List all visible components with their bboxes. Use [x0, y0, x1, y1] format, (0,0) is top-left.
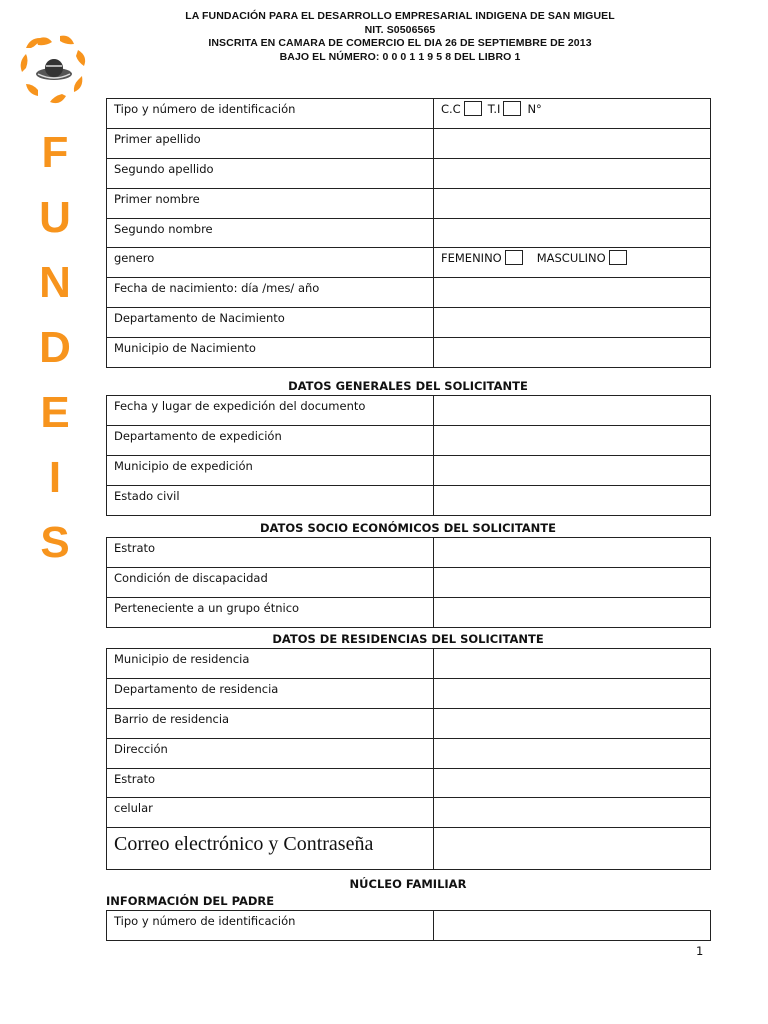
field-label: Departamento de Nacimiento [107, 308, 434, 338]
table-row [107, 396, 711, 426]
field-label: Estado civil [107, 485, 434, 515]
section-title-residence: DATOS DE RESIDENCIAS DEL SOLICITANTE [272, 632, 544, 646]
table-row [107, 678, 711, 708]
cc-label: C.C [441, 102, 461, 116]
field-input[interactable] [434, 538, 711, 568]
female-checkbox[interactable] [505, 250, 523, 265]
email-password-label: Correo electrónico y Contraseña [107, 828, 434, 870]
general-data-table [106, 395, 711, 516]
brand-letter: E [40, 388, 70, 437]
field-input[interactable] [434, 567, 711, 597]
email-password-input[interactable] [434, 828, 711, 870]
field-input[interactable] [434, 708, 711, 738]
hands-hat-logo-icon [16, 30, 92, 110]
table-row [107, 308, 711, 338]
field-label: Segundo nombre [107, 218, 434, 248]
table-row [107, 649, 711, 679]
brand-letter: U [39, 193, 71, 242]
field-label: Estrato [107, 538, 434, 568]
table-row [107, 248, 711, 278]
table-row [107, 485, 711, 515]
table-row [107, 828, 711, 870]
field-input[interactable] [434, 597, 711, 627]
header-line-3: INSCRITA EN CAMARA DE COMERCIO EL DIA 26 DE SEPTIEMBRE DE 2013 [208, 37, 592, 49]
field-label: Fecha y lugar de expedición del documento [107, 396, 434, 426]
table-row [107, 708, 711, 738]
header-line-1: LA FUNDACIÓN PARA EL DESARROLLO EMPRESARIAL INDIGENA DE SAN MIGUEL [185, 10, 615, 22]
field-input[interactable] [434, 649, 711, 679]
field-input[interactable] [434, 278, 711, 308]
field-label: Municipio de residencia [107, 649, 434, 679]
page-number: 1 [696, 944, 704, 958]
field-input[interactable] [434, 678, 711, 708]
field-input[interactable] [434, 911, 711, 941]
section-title-family: NÚCLEO FAMILIAR [349, 877, 467, 891]
field-input[interactable] [434, 308, 711, 338]
brand-letter: N [39, 258, 71, 307]
document-header [150, 10, 650, 64]
table-row [107, 425, 711, 455]
field-input[interactable] [434, 338, 711, 368]
table-row [107, 218, 711, 248]
table-row [107, 128, 711, 158]
table-row [107, 798, 711, 828]
residence-data-table [106, 648, 711, 870]
field-label: Tipo y número de identificación [107, 911, 434, 941]
female-label: FEMENINO [441, 251, 502, 266]
table-row [107, 278, 711, 308]
field-input[interactable] [434, 455, 711, 485]
table-row [107, 158, 711, 188]
field-input[interactable] [434, 425, 711, 455]
socio-data-table [106, 537, 711, 628]
field-label: Primer apellido [107, 128, 434, 158]
brand-letter: D [39, 323, 71, 372]
field-label: Dirección [107, 738, 434, 768]
id-type-label: Tipo y número de identificación [107, 99, 434, 129]
field-label: Perteneciente a un grupo étnico [107, 597, 434, 627]
brand-letter: S [40, 518, 70, 567]
table-row [107, 911, 711, 941]
table-row [107, 768, 711, 798]
male-checkbox[interactable] [609, 250, 627, 265]
header-line-4: BAJO EL NÚMERO: 0 0 0 1 1 9 5 8 DEL LIBRO 1 [279, 50, 521, 63]
gender-label: genero [107, 248, 434, 278]
table-row [107, 99, 711, 129]
male-label: MASCULINO [536, 251, 606, 266]
field-input[interactable] [434, 798, 711, 828]
field-label: celular [107, 798, 434, 828]
table-row [107, 455, 711, 485]
brand-vertical-letters [30, 120, 80, 575]
gender-options [434, 248, 711, 278]
brand-letter: I [48, 453, 62, 502]
field-input[interactable] [434, 188, 711, 218]
field-label: Fecha de nacimiento: día /mes/ año [107, 278, 434, 308]
field-label: Departamento de expedición [107, 425, 434, 455]
field-input[interactable] [434, 768, 711, 798]
field-input[interactable] [434, 128, 711, 158]
field-label: Estrato [107, 768, 434, 798]
section-title-socio: DATOS SOCIO ECONÓMICOS DEL SOLICITANTE [259, 521, 556, 535]
section-title-general: DATOS GENERALES DEL SOLICITANTE [288, 379, 528, 393]
table-row [107, 538, 711, 568]
table-row [107, 338, 711, 368]
number-label: N° [527, 102, 542, 116]
table-row [107, 738, 711, 768]
field-label: Departamento de residencia [107, 678, 434, 708]
field-label: Condición de discapacidad [107, 567, 434, 597]
table-row [107, 188, 711, 218]
father-data-table [106, 910, 711, 941]
brand-letter: F [41, 128, 69, 177]
table-row [107, 597, 711, 627]
field-input[interactable] [434, 218, 711, 248]
cc-checkbox[interactable] [464, 101, 482, 116]
ti-label: T.I [487, 102, 501, 116]
table-row [107, 567, 711, 597]
field-label: Segundo apellido [107, 158, 434, 188]
field-input[interactable] [434, 738, 711, 768]
field-input[interactable] [434, 485, 711, 515]
header-line-2: NIT. S0506565 [364, 23, 436, 36]
field-label: Barrio de residencia [107, 708, 434, 738]
field-label: Municipio de expedición [107, 455, 434, 485]
ti-checkbox[interactable] [503, 101, 521, 116]
field-label: Primer nombre [107, 188, 434, 218]
personal-data-table [106, 98, 711, 368]
field-input[interactable] [434, 158, 711, 188]
field-label: Municipio de Nacimiento [107, 338, 434, 368]
id-type-options [434, 99, 711, 129]
field-input[interactable] [434, 396, 711, 426]
father-info-heading: INFORMACIÓN DEL PADRE [106, 894, 275, 908]
